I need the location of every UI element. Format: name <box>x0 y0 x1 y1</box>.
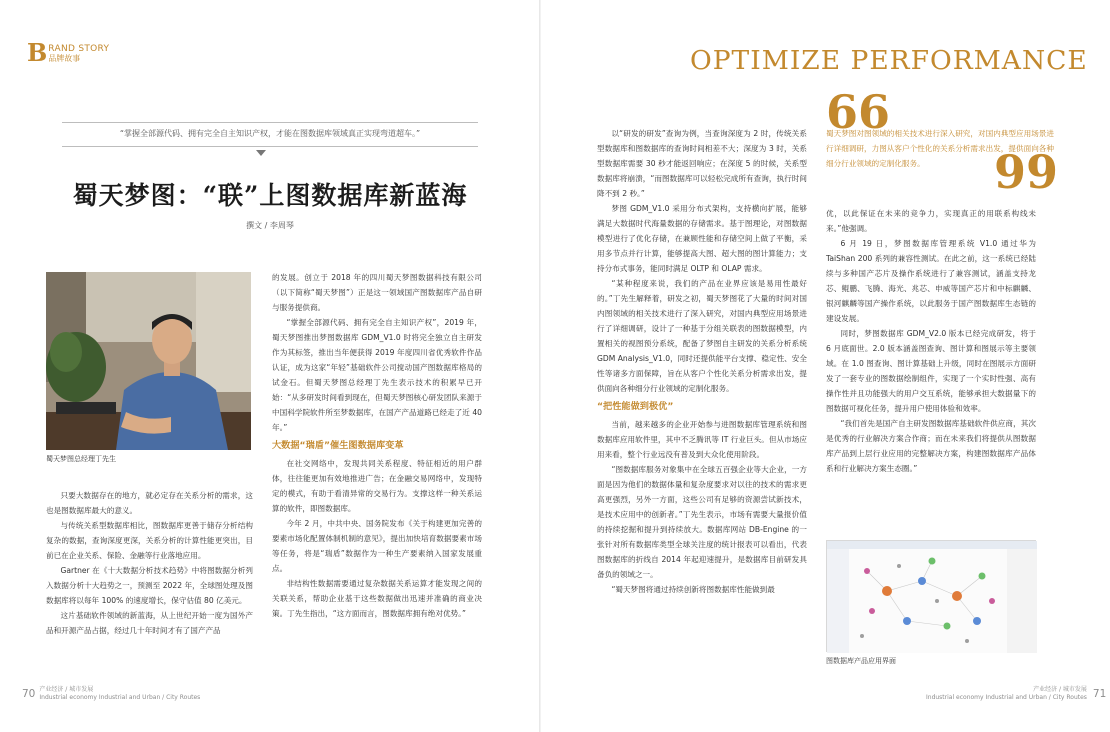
article-author: 撰文 / 李周琴 <box>246 221 294 230</box>
optimize-performance-title: OPTIMIZE PERFORMANCE <box>690 45 1088 76</box>
paragraph: 今年 2 月，中共中央、国务院发布《关于构建更加完善的要素市场化配置体制机制的意见》，提出加快培育数据要素市场等任务，将是“瑞盾”数据作为一种生产要素纳入国家发展重点。 <box>272 519 482 573</box>
paragraph: 与传统关系型数据库相比，图数据库更善于储存分析结构复杂的数据，查询深度更深，关系分析的计算性能更突出，目前已在企业关系、保险、金融等行业落地应用。 <box>46 521 253 560</box>
paragraph: Gartner 在《十大数据分析技术趋势》中将图数据分析列入数据分析十大趋势之一，预测至 2022 年，全球图处理及图数据库将以每年 100% 的速度增长，保守估值 80 亿美元。 <box>46 566 253 605</box>
page-number: 71 <box>1092 688 1107 700</box>
divider-top <box>62 122 478 123</box>
paragraph: “蜀天梦图将通过持续创新将图数据库性能做到最 <box>611 585 775 594</box>
paragraph: 当前，越来越多的企业开始参与进图数据库管理系统和图数据库应用软件里，其中不乏腾讯等 IT 行业巨头。但从市场应用来看，整个行业远没有普及到大众化使用阶段。 <box>597 420 807 459</box>
section-heading: “把性能做到极优” <box>597 401 674 412</box>
paragraph: “某种程度来说，我们的产品在业界应该是易用性最好的。”丁先生解释着，研发之初，蜀天梦图花了大量的时间对国内图领域的相关技术进行了深入研究，对国内典型应用场景进行了详细调研，设计了一种基于分组关联表的图数据模型，内置相关的视图预分系统，配备了梦图自主研发的关系分析系统 GDM Analysis_V1.0，同时还提供能平台支撑、稳定性、安全性等诸多方面保障，旨在从客户个性化关系分析需求出发，提供面向各种细分行业领域的定制化服务。 <box>597 279 807 393</box>
paragraph: “图数据库服务对象集中在全球五百强企业等大企业，一方面是因为他们的数据体量和复杂度要求对以往的技术的需求更高更强烈，另外一方面，这些公司有足够的资源尝试新技术，是技术应用中的创新者。”丁先生表示，市场有需要大量报价值的持续挖掘和提升到持续放大。数据库网站 DB-Engine 的一张针对所有数据库类型全球关注度的统计报表可以看出，代表图数据库的折线自 2014 年起迎速提升，是数据库目前研发具备负的领域之一。 <box>597 465 807 579</box>
folio-right <box>926 686 1110 702</box>
divider-bottom <box>62 146 478 147</box>
brand-story-header <box>27 38 110 67</box>
folio-en: Industrial economy Industrial and Urban / City Routes <box>926 694 1087 701</box>
article-title: 蜀天梦图：“联”上图数据库新蓝海 <box>72 181 468 210</box>
brand-letter: B <box>27 38 48 67</box>
folio-en: Industrial economy Industrial and Urban / City Routes <box>39 694 201 701</box>
down-triangle-icon <box>256 150 266 156</box>
paragraph: 只要大数据存在的地方，就必定存在关系分析的需求，这也是图数据库最大的意义。 <box>46 491 253 515</box>
executive-portrait-illustration <box>46 272 251 450</box>
graph-network-illustration <box>827 541 1037 653</box>
executive-photo <box>46 272 251 450</box>
quote-open-icon: 66 <box>826 85 891 139</box>
quote-close-icon: 99 <box>994 145 1059 199</box>
folio-cn: 产业经济 / 城市发展 <box>1033 686 1087 693</box>
paragraph: 非结构性数据需要通过复杂数据关系运算才能发现之间的关联关系，帮助企业基于这些数据做出迅速并准确的商业决策。丁先生指出，“这方面而言，图数据库拥有绝对优势。” <box>272 579 482 618</box>
screenshot-caption: 图数据库产品应用界面 <box>826 657 896 665</box>
paragraph: “掌握全部源代码、拥有完全自主知识产权”，2019 年，蜀天梦图推出梦图数据库 GDM_V1.0 时将完全独立自主研发作为其标签，推出当年便获得 2019 年度四川省优秀软件作品认证，成为这家“年轻”基础软件公司搅动国产图数据库格局的试金石。但蜀天梦图总经理丁先生表示技术的积累早已开始：“从多研发时间看到现在，但蜀天梦图核心研发团队来源于中国科学院软件所至梦数据库，在国产产品道路已经走了近 40 年。” <box>272 318 482 432</box>
photo-caption: 蜀天梦图总经理丁先生 <box>46 455 116 463</box>
paragraph: 的发展。创立于 2018 年的四川蜀天梦图数据科技有限公司（以下简称“蜀天梦图”）正是这一领域国产图数据库产品自研与服务提供商。 <box>272 273 482 312</box>
brand-cn-label: 品牌故事 <box>48 54 81 63</box>
paragraph: 同时，梦图数据库 GDM_V2.0 版本已经完成研发，将于 6 月底面世。2.0 版本涵盖图查询、图计算和图展示等主要领域。在 1.0 图查询、图计算基础上升级，同时在图展示方面研发了一套专业的图数据绘制组件，实现了一个实时性强、高有操作性并且功能强大的用户交互系统，能够承担大数据量下的图数据可视化任务，提升用户使用体验和效率。 <box>826 329 1036 413</box>
pull-quote: 蜀天梦图对图领域的相关技术进行深入研究，对国内典型应用场景进行详细调研，力图从客户个性化的关系分析需求出发，提供面向各种细分行业领域的定制化服务。 <box>826 129 1054 168</box>
left-column-1 <box>46 488 253 638</box>
right-column-1 <box>597 126 807 597</box>
paragraph: 这片基础软件领域的新蓝海，从上世纪开始一度为国外产品和开源产品占据，经过几十年时间才有了国产产品 <box>46 611 253 635</box>
paragraph: 6 月 19 日，梦图数据库管理系统 V1.0 通过华为 TaiShan 200 系列的兼容性测试。在此之前，这一系统已经陆续与多种国产芯片及操作系统进行了兼容测试，涵盖支持龙芯、鲲鹏、飞腾、海光、兆芯、申威等国产芯片和中标麒麟、银河麒麟等国产操作系统，以此服务于国产图数据库生态链的建设发展。 <box>826 239 1036 323</box>
paragraph: 优，以此保证在未来的竞争力，实现真正的用联系构线未来。”他强调。 <box>826 209 1036 233</box>
graph-database-ui-screenshot <box>826 540 1036 652</box>
paragraph: 以“研发的研发”查询为例，当查询深度为 2 时，传统关系型数据库和图数据库的查询时间相差不大；深度为 3 时，关系型数据库需要 30 秒才能返回响应；在深度 5 的时候，关系型数据库将崩溃，“而图数据库可以轻松完成所有查询，执行时间降不到 2 秒。” <box>597 129 807 198</box>
section-heading: 大数据“瑞盾”催生图数据库变革 <box>272 440 404 451</box>
left-page <box>0 0 540 732</box>
right-column-2 <box>826 206 1036 476</box>
left-column-2 <box>272 270 482 621</box>
top-quote: “掌握全部源代码、拥有完全自主知识产权，才能在图数据库领域真正实现弯道超车。” <box>119 129 421 138</box>
brand-en-label: RAND STORY <box>48 44 110 54</box>
folio-left <box>22 686 200 702</box>
paragraph: 在社交网络中，发现共同关系程度、特征相近的用户群体，往往能更加有效地推进广告；在金融交易网络中，发现特定的模式，有助于看清异常的交易行为。支撑这样一种关系运算的软件，即图数据库。 <box>272 459 482 513</box>
paragraph: “我们首先是国产自主研发图数据库基础软件供应商，其次是优秀的行业解决方案合作商；而在未来我们将提供从图数据库产品到上层行业应用的完整解决方案，构建图数据库产品体系和行业解决方案生态圈。” <box>826 419 1036 473</box>
paragraph: 梦图 GDM_V1.0 采用分布式架构，支持横向扩展，能够满足大数据时代海量数据的存储需求。基于图理论，对图数据模型进行了优化存储，在兼顾性能和存储空间上做了平衡，采用多节点并行计算，能够提高大图、超大图的图计算能力；支持分布式事务，能同时满足 OLTP 和 OLAP 需求。 <box>597 204 807 273</box>
page-number: 70 <box>22 688 36 700</box>
folio-cn: 产业经济 / 城市发展 <box>39 686 94 693</box>
